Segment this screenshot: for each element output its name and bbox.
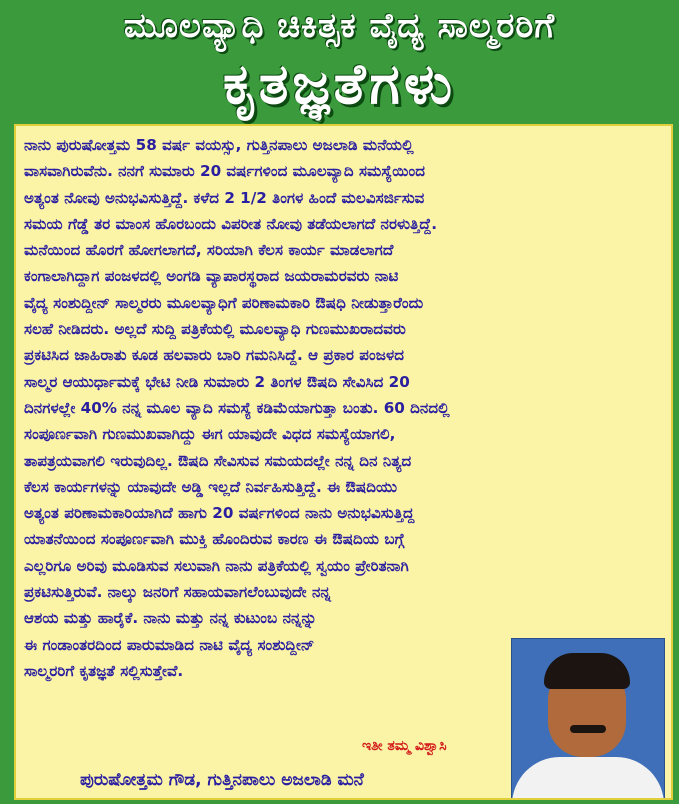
letter-line: ವಾಸವಾಗಿರುವೆನು. ನನಗೆ ಸುಮಾರು 20 ವರ್ಷಗಳಿಂದ ಮೂಲವ್ಯಾದಿ ಸಮಸ್ಯೆಯಿಂದ <box>24 162 426 181</box>
person-portrait-icon <box>511 638 665 800</box>
letter-line: ಸಾಲ್ಮರರಿಗೆ ಕೃತಜ್ಞತೆ ಸಲ್ಲಿಸುತ್ತೇವೆ. <box>24 661 184 680</box>
letter-line: ವೈದ್ಯ ಸಂಶುದ್ದೀನ್ ಸಾಲ್ಮರರು ಮೂಲವ್ಯಾಧಿಗೆ ಪರಿಣಾಮಕಾರಿ ಔಷಧಿ ನೀಡುತ್ತಾರೆಂದು <box>24 293 424 312</box>
letter-line: ಅತ್ಯಂತ ಪರಿಣಾಮಕಾರಿಯಾಗಿದೆ ಹಾಗು 20 ವರ್ಷಗಳಿಂದ ನಾನು ಅನುಭವಿಸುತ್ತಿದ್ದ <box>24 504 415 523</box>
letter-line: ಸಲಹೆ ನೀಡಿದರು. ಅಲ್ಲದೆ ಸುದ್ದಿ ಪತ್ರಿಕೆಯಲ್ಲಿ ಮೂಲವ್ಯಾಧಿ ಗುಣಮುಖರಾದವರು <box>24 320 406 339</box>
letter-body <box>24 132 664 684</box>
letter-line: ಯಾತನೆಯಿಂದ ಸಂಪೂರ್ಣವಾಗಿ ಮುಕ್ತಿ ಹೊಂದಿರುವ ಕಾರಣ ಈ ಔಷದಿಯ ಬಗ್ಗೆ <box>24 530 405 549</box>
letter-line: ಮನೆಯಿಂದ ಹೊರಗೆ ಹೋಗಲಾಗದೆ, ಸರಿಯಾಗಿ ಕೆಲಸ ಕಾರ್ಯ ಮಾಡಲಾಗದೆ <box>24 241 394 260</box>
letter-line: ಅತ್ಯಂತ ನೋವು ಅನುಭವಿಸುತ್ತಿದ್ದೆ. ಕಳೆದ 2 1/2 ತಿಂಗಳ ಹಿಂದೆ ಮಲವಿಸರ್ಜಿಸುವ <box>24 188 425 207</box>
letter-line: ಈ ಗಂಡಾಂತರದಿಂದ ಪಾರುಮಾಡಿದ ನಾಟಿ ವೈದ್ಯ ಸಂಶುದ್ದೀನ್ <box>24 635 315 654</box>
letter-line: ಸಮಯ ಗೆಡ್ಡೆ ತರ ಮಾಂಸ ಹೊರಬಂದು ವಿಪರೀತ ನೋವು ತಡೆಯಲಾಗದೆ ನರಳುತ್ತಿದ್ದೆ. <box>24 214 437 233</box>
letter-line: ಆಶಯ ಮತ್ತು ಹಾರೈಕೆ. ನಾನು ಮತ್ತು ನನ್ನ ಕುಟುಂಬ ನನ್ನನ್ನು <box>24 609 317 628</box>
letter-line: ಸಾಲ್ಮರ ಆಯುರ್ಧಾಮಕ್ಕೆ ಭೇಟಿ ನೀಡಿ ಸುಮಾರು 2 ತಿಂಗಳ ಔಷದಿ ಸೇವಿಸಿದ 20 <box>24 372 410 391</box>
letter-line: ಕೆಲಸ ಕಾರ್ಯಗಳನ್ನು ಯಾವುದೇ ಅಡ್ಡಿ ಇಲ್ಲದೆ ನಿರ್ವಹಿಸುತ್ತಿದ್ದೆ. ಈ ಔಷದಿಯು <box>24 477 398 496</box>
letter-line: ಪ್ರಕಟಿಸಿದ ಜಾಹಿರಾತು ಕೂಡ ಹಲವಾರು ಬಾರಿ ಗಮನಿಸಿದ್ದೆ. ಆ ಪ್ರಕಾರ ಪಂಜಳದ <box>24 346 405 365</box>
letter-panel <box>14 124 673 800</box>
headline-line-1: ಮೂಲವ್ಯಾಧಿ ಚಿಕಿತ್ಸಕ ವೈದ್ಯ ಸಾಲ್ಮರರಿಗೆ <box>123 6 556 46</box>
signer-place: , ಗುತ್ತಿನಪಾಲು ಅಜಲಾಡಿ ಮನೆ <box>195 770 364 790</box>
signer-name: ಪುರುಷೋತ್ತಮ ಗೌಡ <box>80 770 196 790</box>
closing-salutation: ಇತೀ ತಮ್ಮ ವಿಶ್ವಾಸಿ <box>362 738 447 754</box>
letter-line: ಸಂಪೂರ್ಣವಾಗಿ ಗುಣಮುಖವಾಗಿದ್ದು ಈಗ ಯಾವುದೇ ವಿಧದ ಸಮಸ್ಯೆಯಾಗಲಿ, <box>24 425 396 444</box>
letter-line: ದಿನಗಳಲ್ಲೇ 40% ನನ್ನ ಮೂಲ ವ್ಯಾದಿ ಸಮಸ್ಯೆ ಕಡಿಮೆಯಾಗುತ್ತಾ ಬಂತು. 60 ದಿನದಲ್ಲಿ <box>24 398 450 417</box>
letter-line: ತಾಪತ್ರಯವಾಗಲಿ ಇರುವುದಿಲ್ಲ. ಔಷದಿ ಸೇವಿಸುವ ಸಮಯದಲ್ಲೇ ನನ್ನ ದಿನ ನಿತ್ಯದ <box>24 451 412 470</box>
letter-line: ಎಲ್ಲರಿಗೂ ಅರಿವು ಮೂಡಿಸುವ ಸಲುವಾಗಿ ನಾನು ಪತ್ರಿಕೆಯಲ್ಲಿ ಸ್ವಯಂ ಪ್ರೇರಿತನಾಗಿ <box>24 556 409 575</box>
portrait-mustache <box>570 725 606 733</box>
portrait-hair <box>544 653 630 689</box>
letter-line: ಕಂಗಾಲಾಗಿದ್ದಾಗ ಪಂಜಳದಲ್ಲಿ ಅಂಗಡಿ ವ್ಯಾಪಾರಸ್ಥರಾದ ಜಯರಾಮರವರು ನಾಟಿ <box>24 267 399 286</box>
headline-line-2: ಕೃತಜ್ಞತೆಗಳು <box>222 52 457 117</box>
letter-line: ನಾನು ಪುರುಷೋತ್ತಮ 58 ವರ್ಷ ವಯಸ್ಸು, ಗುತ್ತಿನಪಾಲು ಅಜಲಾಡಿ ಮನೆಯಲ್ಲಿ <box>24 136 414 154</box>
letter-line: ಪ್ರಕಟಿಸುತ್ತಿರುವೆ. ನಾಲ್ಕು ಜನರಿಗೆ ಸಹಾಯವಾಗಲೆಂಬುವುದೇ ನನ್ನ <box>24 583 331 602</box>
signature-line <box>80 770 364 790</box>
portrait-shirt <box>512 757 664 800</box>
